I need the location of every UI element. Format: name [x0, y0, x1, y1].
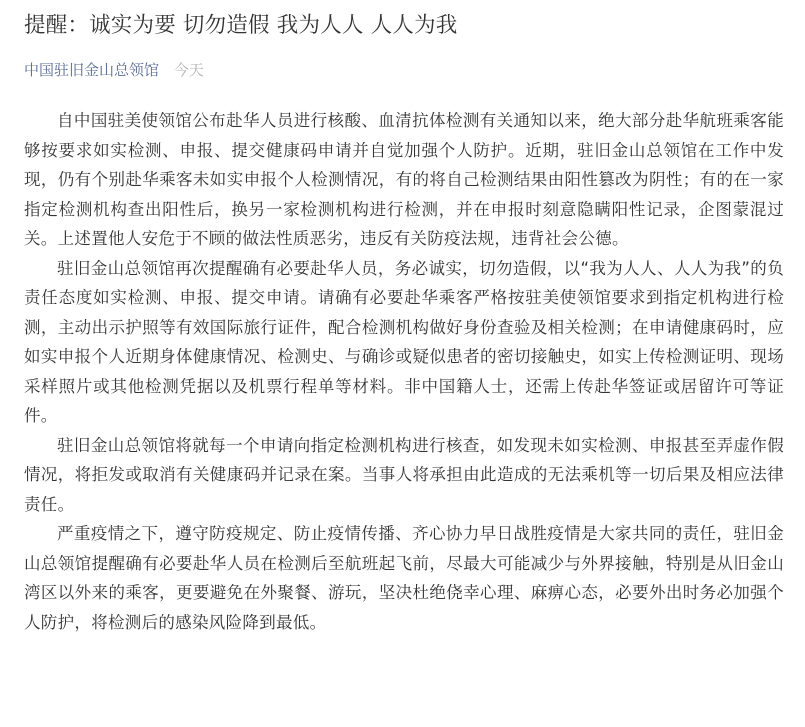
paragraph: 自中国驻美使领馆公布赴华人员进行核酸、血清抗体检测有关通知以来，绝大部分赴华航班乘客能够按要求如实检测、申报、提交健康码申请并自觉加强个人防护。近期，驻旧金山总领馆在工作中发现，仍有个别赴华乘客未如实申报个人检测情况，有的将自己检测结果由阳性篡改为阴性；有的在一家指定检测机构查出阳性后，换另一家检测机构进行检测，并在申报时刻意隐瞒阳性记录，企图蒙混过关。上述置他人安危于不顾的做法性质恶劣，违反有关防疫法规，违背社会公德。: [24, 111, 784, 248]
paragraph: 严重疫情之下，遵守防疫规定、防止疫情传播、齐心协力早日战胜疫情是大家共同的责任，驻旧金山总领馆提醒确有必要赴华人员在检测后至航班起飞前，尽最大可能减少与外界接触，特别是从旧金山湾区以外来的乘客，更要避免在外聚餐、游玩，坚决杜绝侥幸心理、麻痹心态，必要外出时务必加强个人防护，将检测后的感染风险降到最低。: [24, 524, 784, 632]
article-meta: [24, 58, 805, 82]
paragraph: 驻旧金山总领馆将就每一个申请向指定检测机构进行核查，如发现未如实检测、申报甚至弄虚作假情况，将拒发或取消有关健康码并记录在案。当事人将承担由此造成的无法乘机等一切后果及相应法律责任。: [24, 435, 784, 514]
publish-time: 今天: [173, 61, 204, 79]
article-body: [24, 106, 784, 637]
article-title: 提醒：诚实为要 切勿造假 我为人人 人人为我: [24, 13, 458, 38]
paragraph: 驻旧金山总领馆再次提醒确有必要赴华人员，务必诚实，切勿造假，以“我为人人、人人为我”的负责任态度如实检测、申报、提交申请。请确有必要赴华乘客严格按驻美使领馆要求到指定机构进行检测，主动出示护照等有效国际旅行证件，配合检测机构做好身份查验及相关检测；在申请健康码时，应如实申报个人近期身体健康情况、检测史、与确诊或疑似患者的密切接触史，如实上传检测证明、现场采样照片或其他检测凭据以及机票行程单等材料。非中国籍人士，还需上传赴华签证或居留许可等证件。: [24, 258, 784, 425]
account-name-link[interactable]: 中国驻旧金山总领馆: [24, 61, 160, 79]
